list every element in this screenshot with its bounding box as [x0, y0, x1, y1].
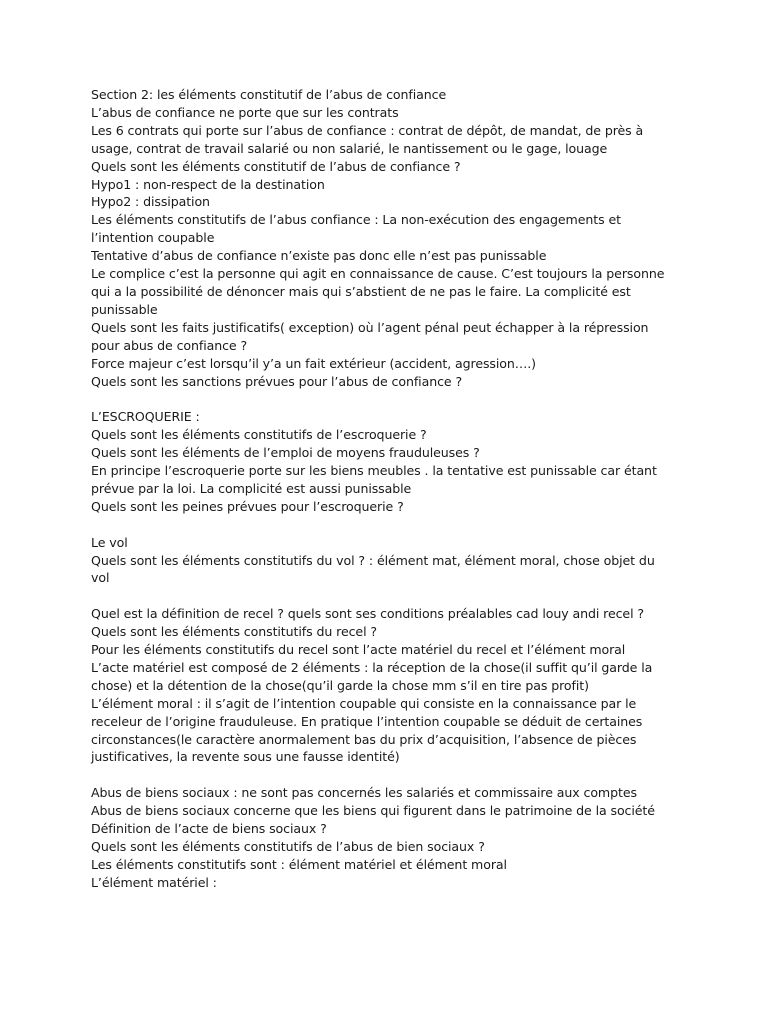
text-line: Tentative d’abus de confiance n’existe pas donc elle n’est pas punissable	[91, 248, 547, 264]
text-line: Définition de l’acte de biens sociaux ?	[91, 821, 327, 837]
text-line: L’ESCROQUERIE :	[91, 409, 200, 425]
text-line: chose) et la détention de la chose(qu’il garde la chose mm s’il en tire pas profit)	[91, 677, 589, 693]
document-body	[91, 86, 671, 892]
blank-line	[91, 766, 671, 784]
text-line: qui a la possibilité de dénoncer mais qui s’abstient de ne pas le faire. La complicité est	[91, 283, 631, 299]
text-line: pour abus de confiance ?	[91, 337, 248, 353]
text-line: circonstances(le caractère anormalement bas du prix d’acquisition, l’absence de pièces	[91, 731, 637, 747]
text-line: Les éléments constitutifs de l’abus confiance : La non-exécution des engagements et	[91, 212, 621, 228]
text-line: Hypo2 : dissipation	[91, 194, 210, 210]
text-line: receleur de l’origine frauduleuse. En pratique l’intention coupable se déduit de certaines	[91, 713, 643, 729]
text-line: Quel est la définition de recel ? quels sont ses conditions préalables cad louy andi recel ?	[91, 606, 644, 622]
text-line: Force majeur c’est lorsqu’il y’a un fait extérieur (accident, agression….)	[91, 355, 536, 371]
text-line: Quels sont les éléments constitutifs de l’escroquerie ?	[91, 427, 427, 443]
text-line: usage, contrat de travail salarié ou non salarié, le nantissement ou le gage, louage	[91, 140, 608, 156]
text-line: Quels sont les éléments constitutif de l’abus de confiance ?	[91, 158, 461, 174]
text-line: Pour les éléments constitutifs du recel sont l’acte matériel du recel et l’élément moral	[91, 642, 626, 658]
text-line: Le vol	[91, 534, 128, 550]
text-line: Quels sont les peines prévues pour l’escroquerie ?	[91, 498, 404, 514]
text-line: punissable	[91, 301, 158, 317]
text-line: L’abus de confiance ne porte que sur les contrats	[91, 104, 399, 120]
text-line: En principe l’escroquerie porte sur les biens meubles . la tentative est punissable car étant	[91, 463, 657, 479]
text-line: vol	[91, 570, 110, 586]
text-line: Les 6 contrats qui porte sur l’abus de confiance : contrat de dépôt, de mandat, de près à	[91, 122, 644, 138]
text-line: justificatives, la revente sous une fausse identité)	[91, 749, 400, 765]
text-line: Abus de biens sociaux concerne que les biens qui figurent dans le patrimoine de la société	[91, 803, 655, 819]
text-line: Hypo1 : non-respect de la destination	[91, 176, 325, 192]
blank-line	[91, 587, 671, 605]
text-line: l’intention coupable	[91, 230, 215, 246]
text-line: Les éléments constitutifs sont : élément matériel et élément moral	[91, 856, 507, 872]
text-line: Abus de biens sociaux : ne sont pas concernés les salariés et commissaire aux comptes	[91, 785, 637, 801]
blank-line	[91, 516, 671, 534]
text-line: Quels sont les faits justificatifs( exception) où l’agent pénal peut échapper à la répression	[91, 319, 649, 335]
text-line: Quels sont les sanctions prévues pour l’abus de confiance ?	[91, 373, 463, 389]
text-line: prévue par la loi. La complicité est aussi punissable	[91, 480, 412, 496]
text-line: L’élément matériel :	[91, 874, 217, 890]
text-line: Quels sont les éléments constitutifs du recel ?	[91, 624, 377, 640]
text-line: L’élément moral : il s’agit de l’intention coupable qui consiste en la connaissance par le	[91, 695, 637, 711]
blank-line	[91, 390, 671, 408]
text-line: L’acte matériel est composé de 2 éléments : la réception de la chose(il suffit qu’il garde la	[91, 659, 653, 675]
text-line: Le complice c’est la personne qui agit en connaissance de cause. C’est toujours la personne	[91, 266, 665, 282]
text-line: Quels sont les éléments constitutifs du vol ? : élément mat, élément moral, chose objet du	[91, 552, 655, 568]
text-line: Section 2: les éléments constitutif de l’abus de confiance	[91, 87, 447, 102]
text-line: Quels sont les éléments constitutifs de l’abus de bien sociaux ?	[91, 839, 485, 854]
text-line: Quels sont les éléments de l’emploi de moyens frauduleuses ?	[91, 445, 480, 461]
